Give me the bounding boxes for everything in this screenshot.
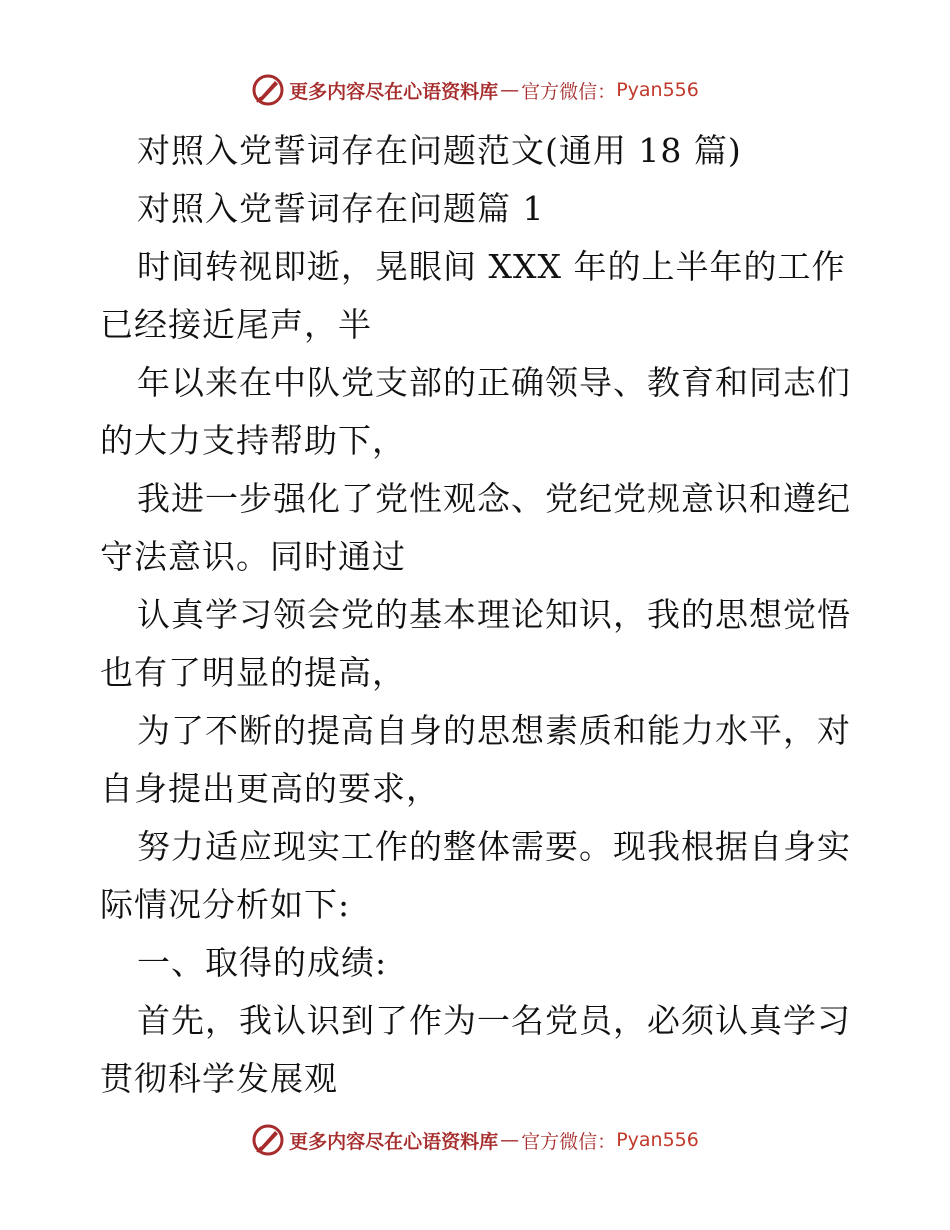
- paragraph-line: 的大力支持帮助下，: [100, 421, 406, 460]
- paragraph-line: 际情况分析如下:: [100, 885, 351, 924]
- document-title: 对照入党誓词存在问题范文(通用 18 篇): [137, 131, 742, 170]
- watermark-label: 官方微信：: [521, 80, 617, 103]
- watermark-id: Pyan556: [616, 1129, 699, 1151]
- paragraph-line: 认真学习领会党的基本理论知识，我的思想觉悟: [137, 595, 851, 634]
- paragraph-line: 守法意识。同时通过: [100, 537, 406, 576]
- watermark-main-text: 更多内容尽在心语资料库: [289, 80, 499, 103]
- watermark-label: 官方微信：: [521, 1130, 617, 1153]
- subheading-achievements: 一、取得的成绩:: [137, 943, 388, 982]
- paragraph-line: 贯彻科学发展观: [100, 1059, 338, 1098]
- paragraph-line: 年以来在中队党支部的正确领导、教育和同志们: [137, 363, 851, 402]
- quill-logo-icon: [251, 73, 285, 107]
- document-body: [100, 122, 860, 1108]
- header-watermark: [0, 70, 950, 110]
- footer-watermark: [0, 1120, 950, 1160]
- paragraph-line: 我进一步强化了党性观念、党纪党规意识和遵纪: [137, 479, 851, 518]
- paragraph-line: 已经接近尾声，半: [100, 305, 372, 344]
- quill-logo-icon: [251, 1123, 285, 1157]
- paragraph-line: 为了不断的提高自身的思想素质和能力水平，对: [137, 711, 851, 750]
- section-heading: 对照入党誓词存在问题篇 1: [137, 189, 545, 228]
- paragraph-line: 首先，我认识到了作为一名党员，必须认真学习: [137, 1001, 851, 1040]
- watermark-separator: —: [500, 79, 520, 101]
- paragraph-line: 自身提出更高的要求，: [100, 769, 440, 808]
- watermark-id: Pyan556: [616, 79, 699, 101]
- paragraph-line: 也有了明显的提高，: [100, 653, 406, 692]
- paragraph-line: 时间转视即逝，晃眼间 XXX 年的上半年的工作: [137, 247, 846, 286]
- watermark-separator: —: [500, 1129, 520, 1151]
- paragraph-line: 努力适应现实工作的整体需要。现我根据自身实: [137, 827, 851, 866]
- watermark-main-text: 更多内容尽在心语资料库: [289, 1130, 499, 1153]
